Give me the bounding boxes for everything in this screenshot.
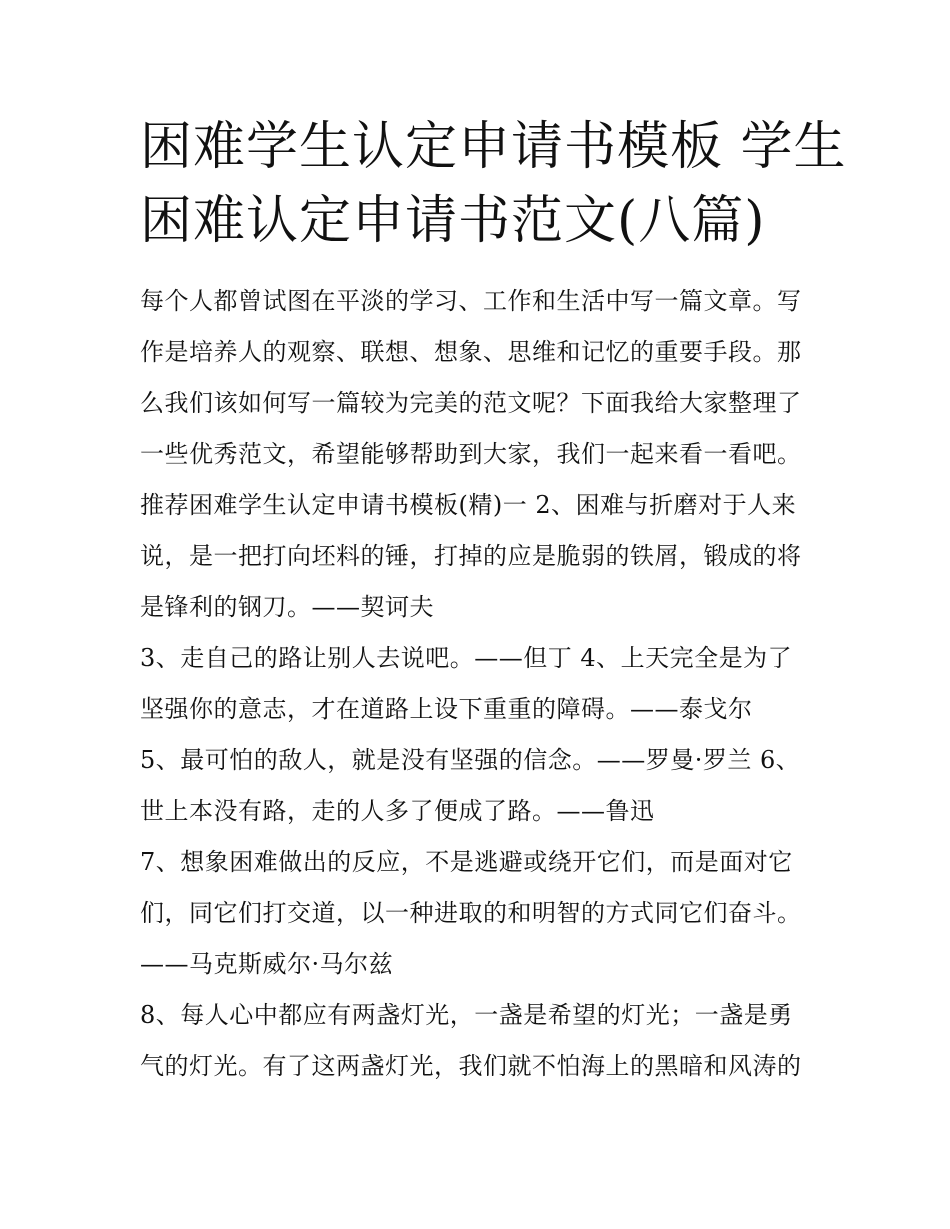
body-line: 坚强你的意志，才在道路上设下重重的障碍。——泰戈尔 [140,695,753,723]
title-line: 困难认定申请书范文(八篇) [140,191,766,251]
body-line: 世上本没有路，走的人多了便成了路。——鲁迅 [140,797,655,825]
body-line: 5、最可怕的敌人，就是没有坚强的信念。——罗曼·罗兰 6、 [140,746,801,774]
body-line: 说，是一把打向坯料的锤，打掉的应是脆弱的铁屑，锻成的将 [140,542,802,570]
body-line: 7、想象困难做出的反应，不是逃避或绕开它们，而是面对它 [140,848,793,876]
body-line: 么我们该如何写一篇较为完美的范文呢？下面我给大家整理了 [140,389,802,417]
body-line: ——马克斯威尔·马尔兹 [140,950,394,978]
body-line: 是锋利的钢刀。——契诃夫 [140,593,434,621]
body-line: 一些优秀范文，希望能够帮助到大家，我们一起来看一看吧。 [140,440,802,468]
document-body [140,276,820,1092]
body-line: 8、每人心中都应有两盏灯光，一盏是希望的灯光；一盏是勇 [140,1001,793,1029]
body-line: 3、走自己的路让别人去说吧。——但丁 4、上天完全是为了 [140,644,793,672]
body-line: 们，同它们打交道，以一种进取的和明智的方式同它们奋斗。 [140,899,802,927]
body-line: 气的灯光。有了这两盏灯光，我们就不怕海上的黑暗和风涛的 [140,1052,802,1080]
body-line: 每个人都曾试图在平淡的学习、工作和生活中写一篇文章。写 [140,287,802,315]
body-line: 作是培养人的观察、联想、想象、思维和记忆的重要手段。那 [140,338,802,366]
body-line: 推荐困难学生认定申请书模板(精)一 2、困难与折磨对于人来 [140,491,797,519]
document-title [140,110,847,258]
title-line: 困难学生认定申请书模板 学生 [140,117,847,177]
